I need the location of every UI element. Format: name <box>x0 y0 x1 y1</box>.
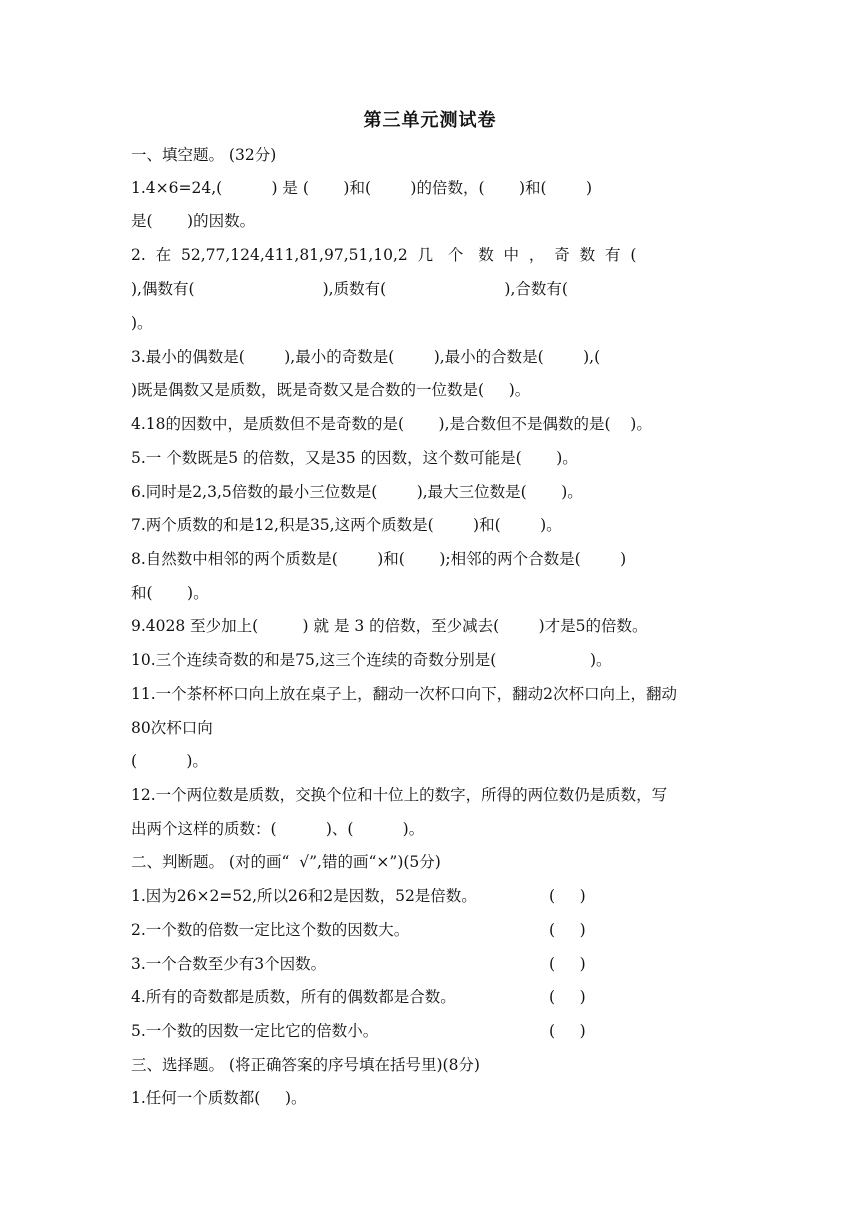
question-line: 9.4028 至少加上( ) 就 是 3 的倍数，至少减去( )才是5的倍数。 <box>131 617 648 635</box>
question-line: 是( )的因数。 <box>131 212 256 230</box>
question-line: 2. 在 52,77,124,411,81,97,51,10,2 几 个 数 中 ， 奇 数 有 ( <box>131 246 637 264</box>
judge-answer-blank: ( ) <box>549 887 586 905</box>
question-line: 和( )。 <box>131 584 209 602</box>
question-line: )。 <box>131 314 153 332</box>
question-line: ( )。 <box>131 752 208 770</box>
question-line: 7.两个质数的和是12,积是35,这两个质数是( )和( )。 <box>131 516 562 534</box>
question-line: 8.自然数中相邻的两个质数是( )和( );相邻的两个合数是( ) <box>131 550 627 568</box>
question-line: ),偶数有( ),质数有( ),合数有( <box>131 280 568 298</box>
judge-item-text: 3.一个合数至少有3个因数。 <box>131 955 327 973</box>
judge-item-text: 4.所有的奇数都是质数，所有的偶数都是合数。 <box>131 988 456 1006</box>
judge-item-text: 5.一个数的因数一定比它的倍数小。 <box>131 1022 379 1040</box>
judge-item-text: 2.一个数的倍数一定比这个数的因数大。 <box>131 921 410 939</box>
judge-answer-blank: ( ) <box>549 921 586 939</box>
question-line: 1.4×6=24,( ) 是 ( )和( )的倍数，( )和( ) <box>131 179 593 197</box>
page-title: 第三单元测试卷 <box>363 110 497 131</box>
question-line: 1.任何一个质数都( )。 <box>131 1089 307 1107</box>
question-line: 10.三个连续奇数的和是75,这三个连续的奇数分别是( )。 <box>131 651 612 669</box>
question-line: 4.18的因数中，是质数但不是奇数的是( ),是合数但不是偶数的是( )。 <box>131 415 652 433</box>
question-line: 6.同时是2,3,5倍数的最小三位数是( ),最大三位数是( )。 <box>131 483 583 501</box>
judge-item-text: 1.因为26×2=52,所以26和2是因数，52是倍数。 <box>131 887 477 905</box>
question-line: 出两个这样的质数：( )、( )。 <box>131 820 425 838</box>
judge-answer-blank: ( ) <box>549 1022 586 1040</box>
judge-answer-blank: ( ) <box>549 955 586 973</box>
question-line: )既是偶数又是质数，既是奇数又是合数的一位数是( )。 <box>131 381 531 399</box>
section-heading-choice: 三、选择题。 (将正确答案的序号填在括号里)(8分) <box>131 1056 480 1074</box>
question-line: 11.一个茶杯杯口向上放在桌子上，翻动一次杯口向下，翻动2次杯口向上，翻动 <box>131 685 678 703</box>
question-line: 3.最小的偶数是( ),最小的奇数是( ),最小的合数是( ),( <box>131 348 601 366</box>
section-heading-fill: 一、填空题。 (32分) <box>131 146 277 164</box>
question-line: 80次杯口向 <box>131 719 213 737</box>
question-line: 5.一 个数既是5 的倍数，又是35 的因数，这个数可能是( )。 <box>131 449 578 467</box>
question-line: 12.一个两位数是质数，交换个位和十位上的数字，所得的两位数仍是质数，写 <box>131 786 668 804</box>
section-heading-judge: 二、判断题。 (对的画“ √”,错的画“×”)(5分) <box>131 853 441 871</box>
judge-answer-blank: ( ) <box>549 988 586 1006</box>
